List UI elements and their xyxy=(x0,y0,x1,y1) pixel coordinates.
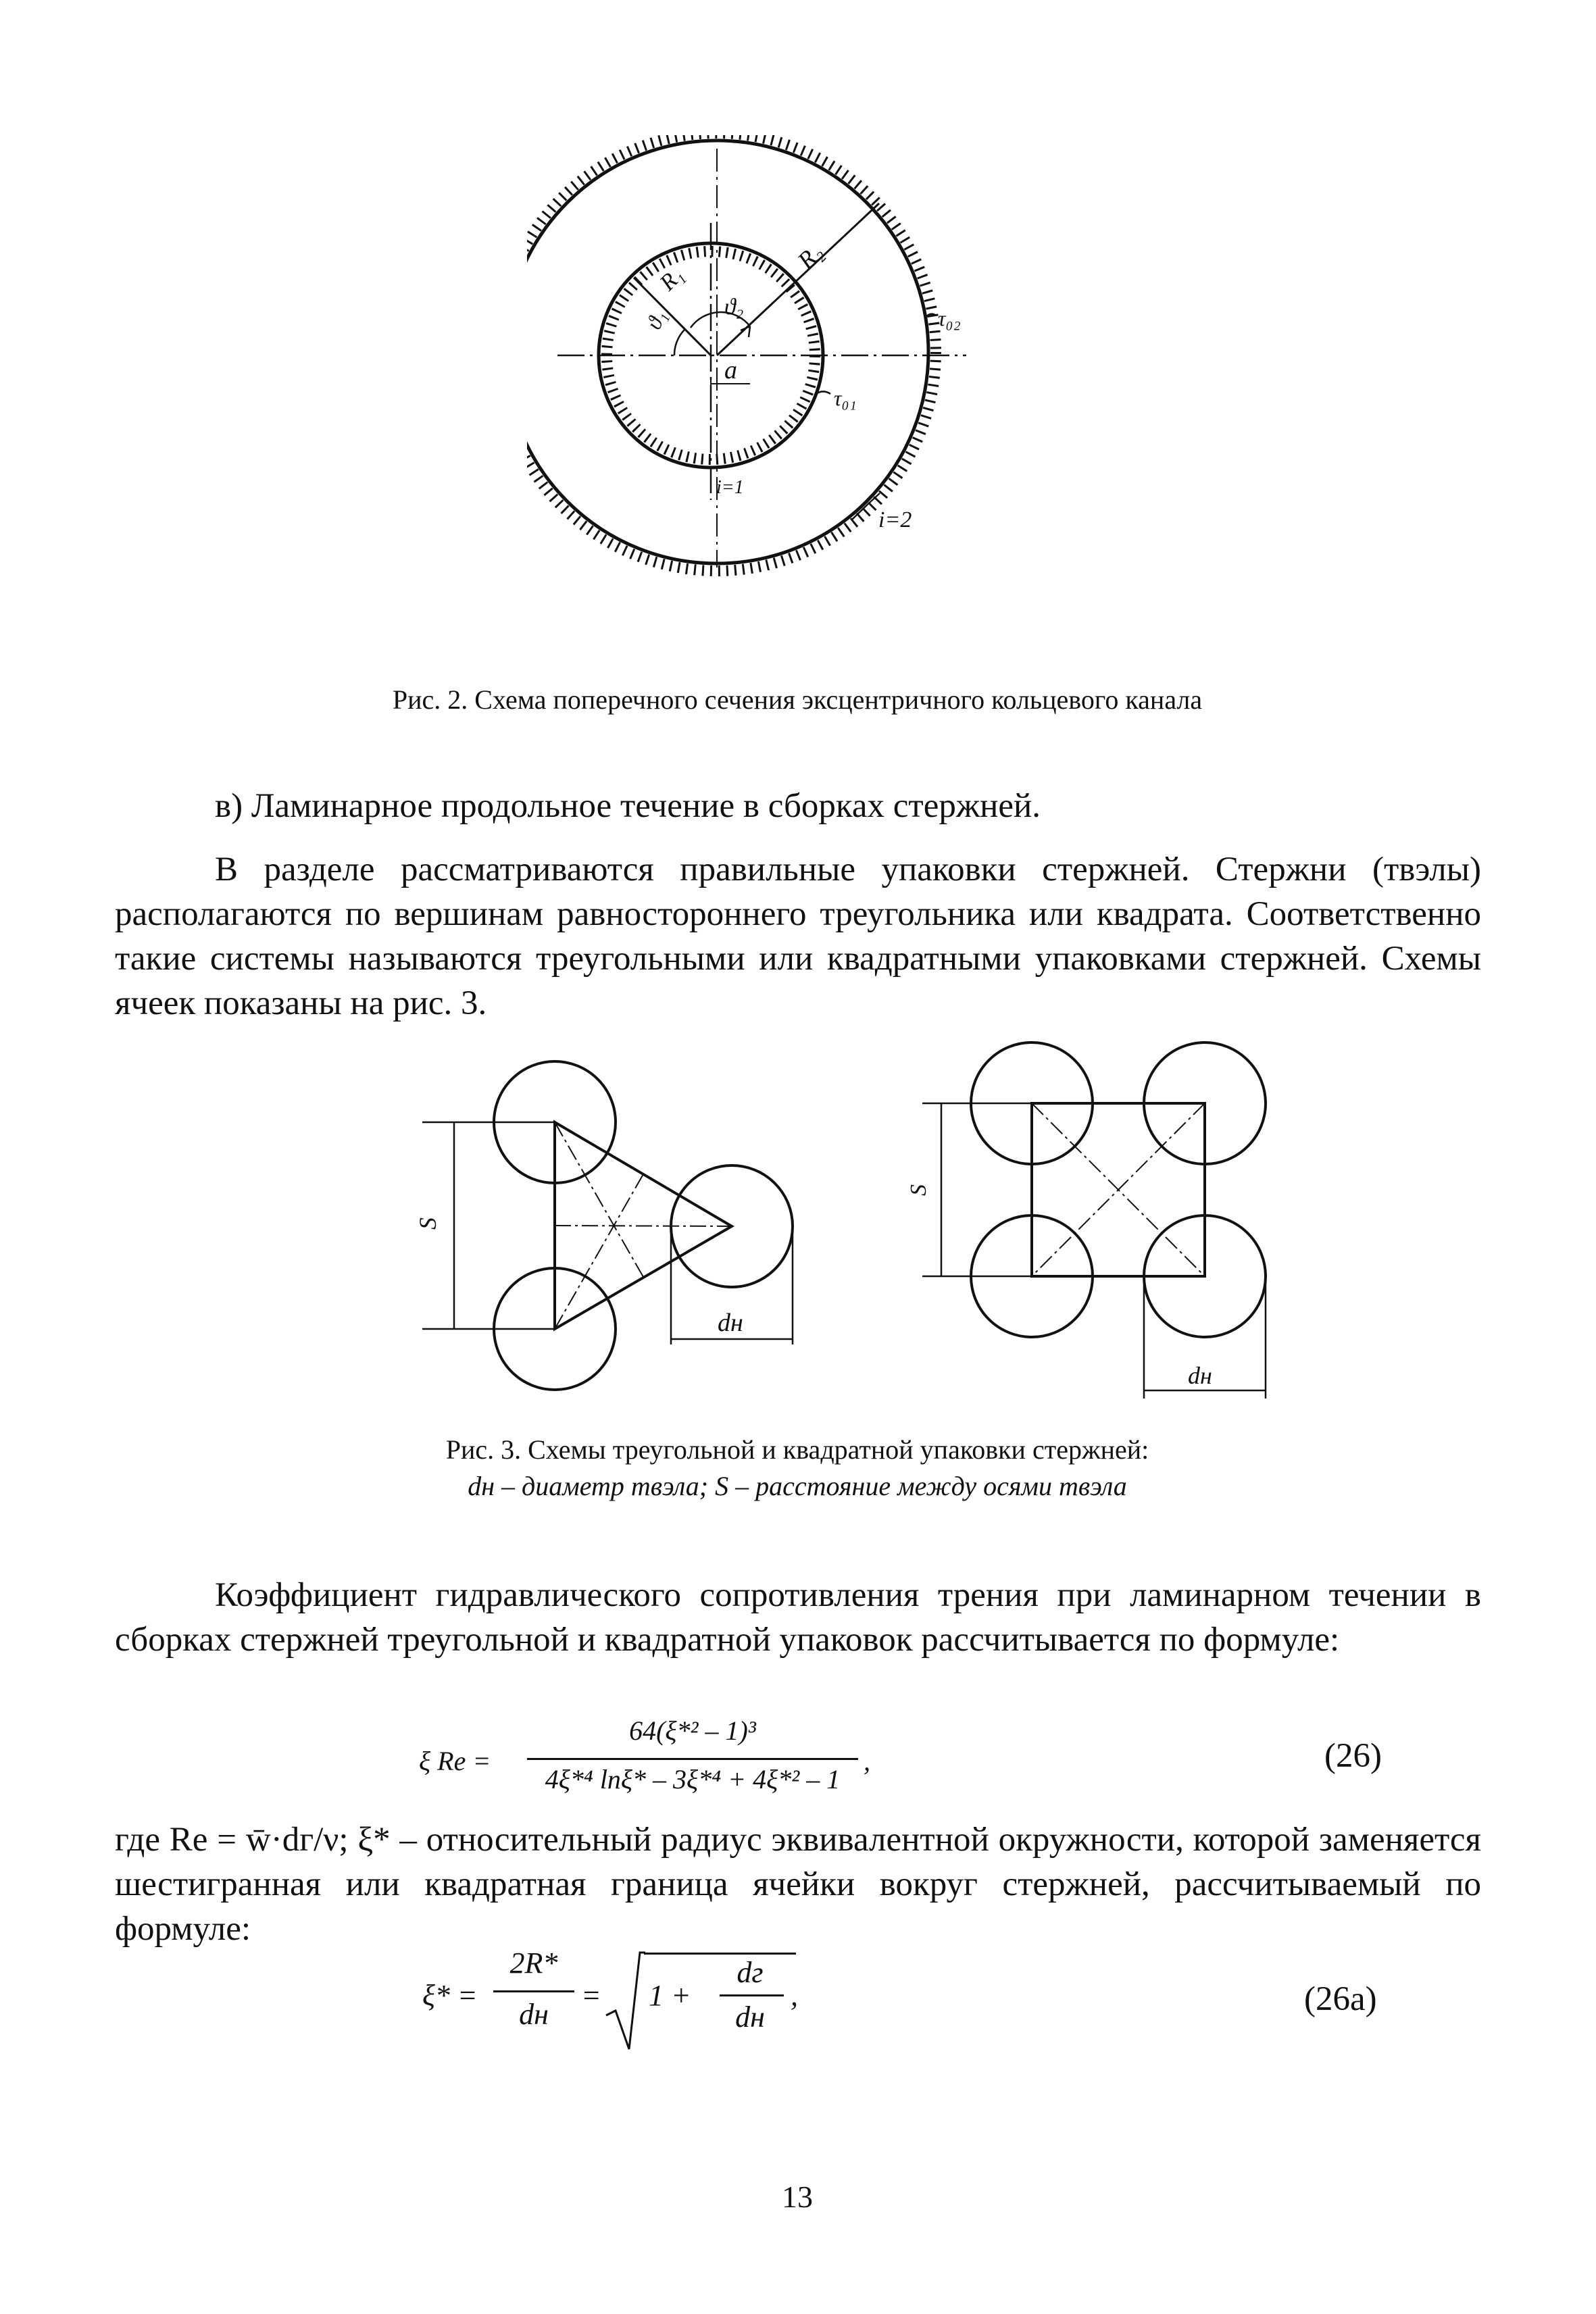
theta2-label: ϑ₂ xyxy=(724,295,744,320)
formula-26a xyxy=(412,1946,953,2054)
formula-26-number: (26) xyxy=(1324,1737,1382,1775)
formula-26a-number: (26а) xyxy=(1304,1980,1377,2018)
sqrt-overline xyxy=(644,1953,796,1955)
formula-26a-lhs: ξ* = xyxy=(422,1979,478,2012)
formula-26-fraction-bar xyxy=(527,1758,858,1760)
figure-3-caption-line-2: dн – диаметр твэла; S – расстояние между осями твэла xyxy=(468,1471,1127,1501)
formula-26a-frac2-den: dн xyxy=(735,2001,765,2034)
paragraph-1: В разделе рассматриваются правильные упаковки стержней. Стержни (твэлы) располагаются по вершинам равностороннего треугольника или квадрата. Соответственно такие системы называются треугольными или квадратными упаковками стержней. Схемы ячеек показаны на рис. 3. xyxy=(115,851,1481,1022)
formula-26a-frac2-bar xyxy=(720,1994,784,1996)
formula-26a-frac2-num: dг xyxy=(737,1956,764,1989)
figure-2-eccentric-annulus xyxy=(527,135,1068,581)
s-label-right: S xyxy=(906,1184,931,1196)
formula-26-lhs: ξ Re = xyxy=(419,1746,491,1776)
s-label-left: S xyxy=(414,1217,441,1230)
a-label: a xyxy=(724,356,737,384)
paragraph-3: где Re = w̄·dг/ν; ξ* – относительный радиус эквивалентной окружности, которой заменяется шестигранная или квадратная граница ячейки вокруг стержней, рассчитываемый по формуле: xyxy=(115,1821,1481,1948)
outer-circle xyxy=(527,141,928,563)
formula-26-denominator: 4ξ*⁴ lnξ* – 3ξ*⁴ + 4ξ*² – 1 xyxy=(545,1764,841,1794)
formula-26a-frac1-den: dн xyxy=(519,1998,549,2031)
formula-26a-eq: = xyxy=(581,1979,601,2012)
d-label-right: dн xyxy=(1188,1362,1212,1389)
i1-label: i=1 xyxy=(716,477,744,498)
theta1-label: ϑ₁ xyxy=(641,306,671,333)
figure-3-caption-line-1: Рис. 3. Схемы треугольной и квадратной упаковки стержней: xyxy=(445,1434,1149,1465)
r1-label: R₁ xyxy=(655,262,689,296)
i2-label: i=2 xyxy=(878,507,912,532)
formula-26a-frac1-num: 2R* xyxy=(509,1946,558,1980)
r2-label: R₂ xyxy=(792,238,828,274)
page-number: 13 xyxy=(782,2180,813,2214)
d-label-left: dн xyxy=(718,1309,743,1337)
formula-26 xyxy=(405,1715,1149,1809)
tau01-label: τ₀₁ xyxy=(834,386,857,410)
section-heading: в) Ламинарное продольное течение в сборках стержней. xyxy=(215,787,1041,825)
formula-26a-tail: , xyxy=(791,1979,798,2012)
sqrt-sign xyxy=(605,1951,645,2053)
formula-26a-frac1-bar xyxy=(493,1990,574,1992)
paragraph-2: Коэффициент гидравлического сопротивления трения при ламинарном течении в сборках стержней треугольной и квадратной упаковок рассчитывается по формуле: xyxy=(115,1576,1481,1659)
figure-2-caption: Рис. 2. Схема поперечного сечения эксцентричного кольцевого канала xyxy=(392,684,1203,715)
tau02-label: τ₀₂ xyxy=(938,306,961,330)
formula-26-numerator: 64(ξ*² – 1)³ xyxy=(629,1715,756,1746)
formula-26a-root-one: 1 + xyxy=(649,1979,691,2012)
figure-3-rod-packings xyxy=(405,1034,1284,1412)
formula-26-tail: , xyxy=(864,1746,870,1776)
